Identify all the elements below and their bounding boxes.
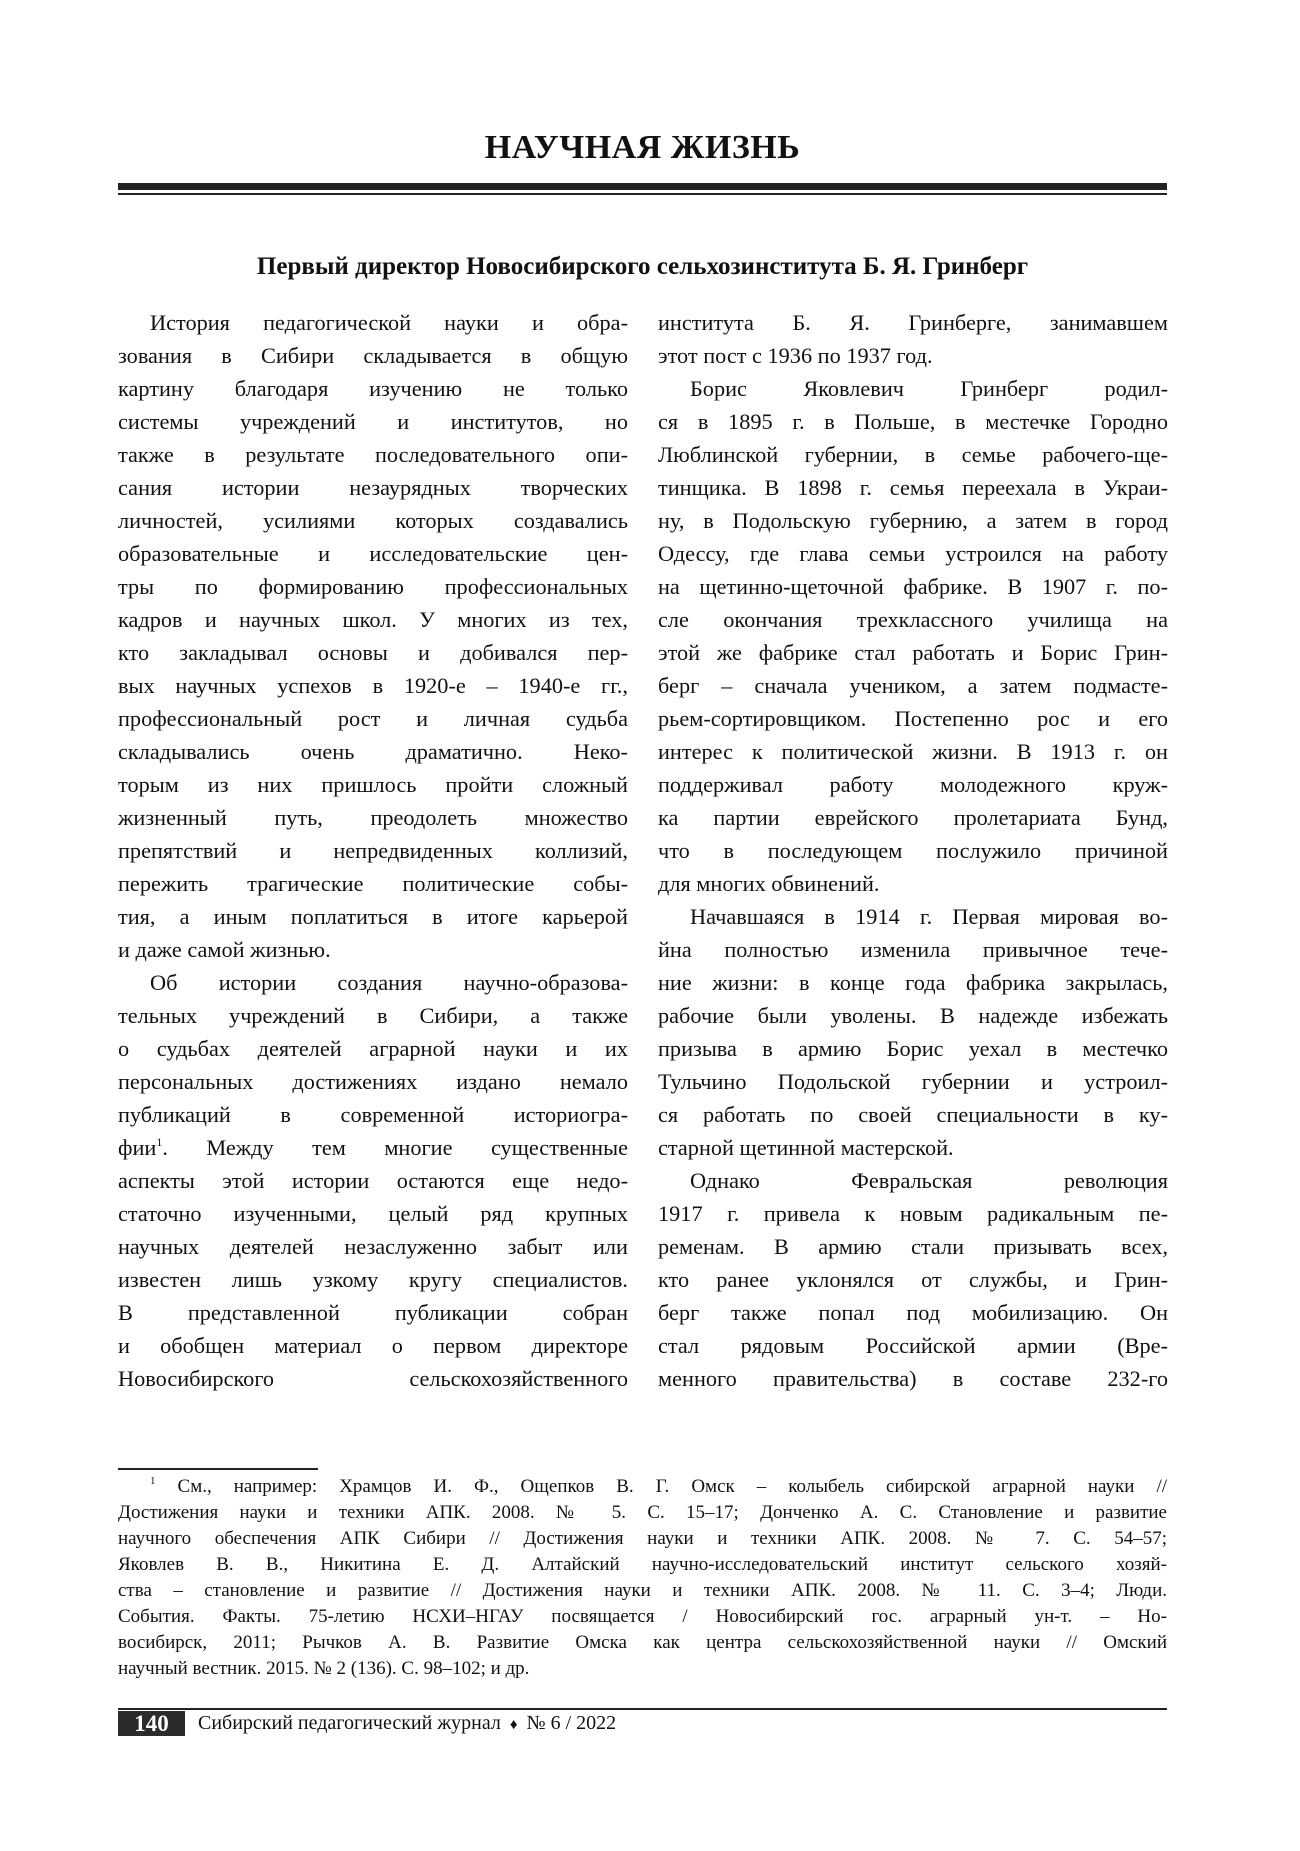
footnote-line [118,1630,1167,1656]
text-line-content: Новосибирского сельскохозяйственного [118,1366,628,1391]
text-line-content: вых научных успехов в 1920-е – 1940-е гг., [118,673,628,698]
text-line-content: Тульчино Подольской губернии и устроил- [658,1069,1168,1094]
footnote-line-content: События. Факты. 75-летию НСХИ–НГАУ посвящается / Новосибирский гос. аграрный ун-т. – Но- [118,1606,1167,1627]
text-line-content: тинщика. В 1898 г. семья переехала в Украи- [658,475,1168,500]
text-line-content: Одессу, где глава семьи устроился на работу [658,541,1168,566]
text-line [118,966,628,999]
text-line [658,306,1168,339]
footnote-number: 1 [150,1475,156,1487]
text-line [658,438,1168,471]
text-line-content: этот пост с 1936 по 1937 год. [658,343,933,368]
text-line [658,1230,1168,1263]
text-line [658,1329,1168,1362]
text-line [118,471,628,504]
text-line-content: ну, в Подольскую губернию, а затем в город [658,508,1168,533]
text-line [118,636,628,669]
text-line-content: аспекты этой истории остаются еще недо- [118,1168,628,1193]
text-line [658,372,1168,405]
text-line-content: складывались очень драматично. Неко- [118,739,628,764]
text-line-content: зования в Сибири складывается в общую [118,343,628,368]
text-line [118,735,628,768]
text-line [118,405,628,438]
text-line [118,339,628,372]
text-line-content: Борис Яковлевич Гринберг родил- [690,376,1168,401]
footnote-line [118,1656,1167,1682]
text-line [118,702,628,735]
text-line [658,966,1168,999]
text-line [118,1230,628,1263]
footnote-line [118,1578,1167,1604]
text-line-content: интерес к политической жизни. В 1913 г. он [658,739,1168,764]
text-line [658,669,1168,702]
text-line [118,1362,628,1395]
text-line [658,570,1168,603]
text-line [658,999,1168,1032]
footnote-reference[interactable]: 1 [156,1135,163,1149]
footnote-line-content: Достижения науки и техники АПК. 2008. № 5. С. 15–17; Донченко А. С. Становление и развитие [118,1502,1167,1523]
text-line [658,933,1168,966]
text-line [658,339,1168,372]
text-line [658,1065,1168,1098]
text-line [118,1197,628,1230]
text-line-content: берг – сначала учеником, а затем подмасте- [658,673,1168,698]
text-line [118,1131,628,1164]
text-line-content: кто ранее уклонялся от службы, и Грин- [658,1267,1168,1292]
text-line [118,1329,628,1362]
text-line [658,603,1168,636]
text-line-content: и обобщен материал о первом директоре [118,1333,628,1358]
text-line-content: личностей, усилиями которых создавались [118,508,628,533]
text-line-content: 1917 г. привела к новым радикальным пе- [658,1201,1168,1226]
text-line-content: тры по формированию профессиональных [118,574,628,599]
text-line [118,1032,628,1065]
text-line-content: публикаций в современной историогра- [118,1102,628,1127]
text-line-content: ся работать по своей специальности в ку- [658,1102,1168,1127]
text-line [118,1098,628,1131]
text-line-content: Об истории создания научно-образова- [150,970,628,995]
text-line-content: на щетинно-щеточной фабрике. В 1907 г. по- [658,574,1168,599]
text-line [658,537,1168,570]
left-column [118,306,628,1395]
text-line [118,999,628,1032]
text-line-content: и даже самой жизнью. [118,937,331,962]
text-line [658,504,1168,537]
text-line-content: тия, а иным поплатиться в итоге карьерой [118,904,628,929]
header-rule-thin [118,193,1167,195]
text-line-content: для многих обвинений. [658,871,880,896]
text-line [118,1263,628,1296]
text-line-content: жизненный путь, преодолеть множество [118,805,628,830]
footnote-line [118,1604,1167,1630]
text-line-content: этой же фабрике стал работать и Борис Грин- [658,640,1168,665]
right-column [658,306,1168,1395]
text-line-content: йна полностью изменила привычное тече- [658,937,1168,962]
text-line-content: препятствий и непредвиденных коллизий, [118,838,628,863]
text-line-content: кадров и научных школ. У многих из тех, [118,607,628,632]
text-line [658,405,1168,438]
text-line [658,1362,1168,1395]
text-line-content: образовательные и исследовательские цен- [118,541,628,566]
text-line [658,867,1168,900]
footnote-line-content: См., например: Храмцов И. Ф., Ощепков В. Г. Омск – колыбель сибирской аграрной науки // [177,1476,1168,1497]
text-line-content: также в результате последовательного опи- [118,442,628,467]
text-line [118,768,628,801]
text-line [658,471,1168,504]
text-line [118,504,628,537]
text-line-content: ся в 1895 г. в Польше, в местечке Городно [658,409,1168,434]
text-line [658,900,1168,933]
article-title: Первый директор Новосибирского сельхозинститута Б. Я. Гринберг [256,253,1029,280]
text-line-content: фии [118,1135,157,1160]
text-line-content: призыва в армию Борис уехал в местечко [658,1036,1168,1061]
footer-rule [118,1708,1167,1710]
text-line [118,1065,628,1098]
text-line [658,735,1168,768]
text-line-content: персональных достижениях издано немало [118,1069,628,1094]
text-line-content: рьем-сортировщиком. Постепенно рос и его [658,706,1168,731]
text-line-content: менного правительства) в составе 232-го [658,1366,1168,1391]
text-line-content: статочно изученными, целый ряд крупных [118,1201,628,1226]
text-line-content: стал рядовым Российской армии (Вре- [658,1333,1168,1358]
text-line [118,537,628,570]
text-line [118,570,628,603]
text-line [118,438,628,471]
text-line [658,1032,1168,1065]
text-line [658,1197,1168,1230]
text-line-content: ние жизни: в конце года фабрика закрылась, [658,970,1168,995]
text-line [118,603,628,636]
text-line-content: старной щетинной мастерской. [658,1135,954,1160]
text-line [118,801,628,834]
text-line [118,867,628,900]
footnote-separator [118,1468,318,1470]
footnote-line-content: восибирск, 2011; Рычков А. В. Развитие Омска как центра сельскохозяйственной науки // Омский [118,1632,1167,1653]
text-line-content: берг также попал под мобилизацию. Он [658,1300,1168,1325]
text-line [658,834,1168,867]
text-line-content: кто закладывал основы и добивался пер- [118,640,628,665]
footnote-line [118,1552,1167,1578]
text-line-content: поддерживал работу молодежного круж- [658,772,1168,797]
text-line [658,1098,1168,1131]
diamond-icon: ♦ [509,1717,518,1733]
text-line-content: Однако Февральская революция [690,1168,1168,1193]
text-line-content: . Между тем многие существенные [162,1135,628,1160]
issue-number: № 6 / 2022 [526,1712,617,1734]
text-line [658,801,1168,834]
text-line-content: В представленной публикации собран [118,1300,628,1325]
journal-info [198,1711,616,1738]
text-line [658,1131,1168,1164]
text-line [118,900,628,933]
text-line-content: профессиональный рост и личная судьба [118,706,628,731]
text-line-content: Люблинской губернии, в семье рабочего-ще- [658,442,1168,467]
text-line [118,306,628,339]
text-line [118,834,628,867]
footnote-line [118,1474,1167,1500]
text-line [658,1263,1168,1296]
text-line-content: тельных учреждений в Сибири, а также [118,1003,628,1028]
text-line-content: научных деятелей незаслуженно забыт или [118,1234,628,1259]
footnote [118,1474,1167,1682]
text-line [658,636,1168,669]
text-line-content: пережить трагические политические собы- [118,871,628,896]
text-line-content: рабочие были уволены. В надежде избежать [658,1003,1168,1028]
section-title: НАУЧНАЯ ЖИЗНЬ [484,129,801,166]
footnote-line-content: Яковлев В. В., Никитина Е. Д. Алтайский научно-исследовательский институт сельского хозяй- [118,1554,1167,1575]
text-line-content: ка партии еврейского пролетариата Бунд, [658,805,1168,830]
text-line-content: сле окончания трехклассного училища на [658,607,1168,632]
text-line [658,1296,1168,1329]
text-line-content: ременам. В армию стали призывать всех, [658,1234,1168,1259]
text-line-content: картину благодаря изучению не только [118,376,628,401]
text-line [118,933,628,966]
page-number-badge: 140 [118,1711,185,1736]
footnote-line [118,1526,1167,1552]
text-line-content: системы учреждений и институтов, но [118,409,628,434]
text-line [118,1296,628,1329]
footnote-line-content: ства – становление и развитие // Достижения науки и техники АПК. 2008. № 11. С. 3–4; Люди. [118,1580,1167,1601]
footnote-line-content: научный вестник. 2015. № 2 (136). С. 98–102; и др. [118,1658,530,1679]
footnote-line-content: научного обеспечения АПК Сибири // Достижения науки и техники АПК. 2008. № 7. С. 54–57; [118,1528,1167,1549]
text-line-content: о судьбах деятелей аграрной науки и их [118,1036,628,1061]
text-line-content: что в последующем послужило причиной [658,838,1168,863]
journal-name: Сибирский педагогический журнал [198,1712,501,1734]
text-line [118,372,628,405]
text-line [118,1164,628,1197]
text-line-content: института Б. Я. Гринберге, занимавшем [658,310,1168,335]
text-line [658,702,1168,735]
text-line-content: известен лишь узкому кругу специалистов. [118,1267,628,1292]
text-line [658,1164,1168,1197]
text-line-content: торым из них пришлось пройти сложный [118,772,628,797]
text-line [118,669,628,702]
footnote-line [118,1500,1167,1526]
text-line [658,768,1168,801]
text-line-content: История педагогической науки и обра- [150,310,628,335]
header-rule-thick [118,183,1167,190]
text-line-content: Начавшаяся в 1914 г. Первая мировая во- [690,904,1168,929]
text-line-content: сания истории незаурядных творческих [118,475,628,500]
